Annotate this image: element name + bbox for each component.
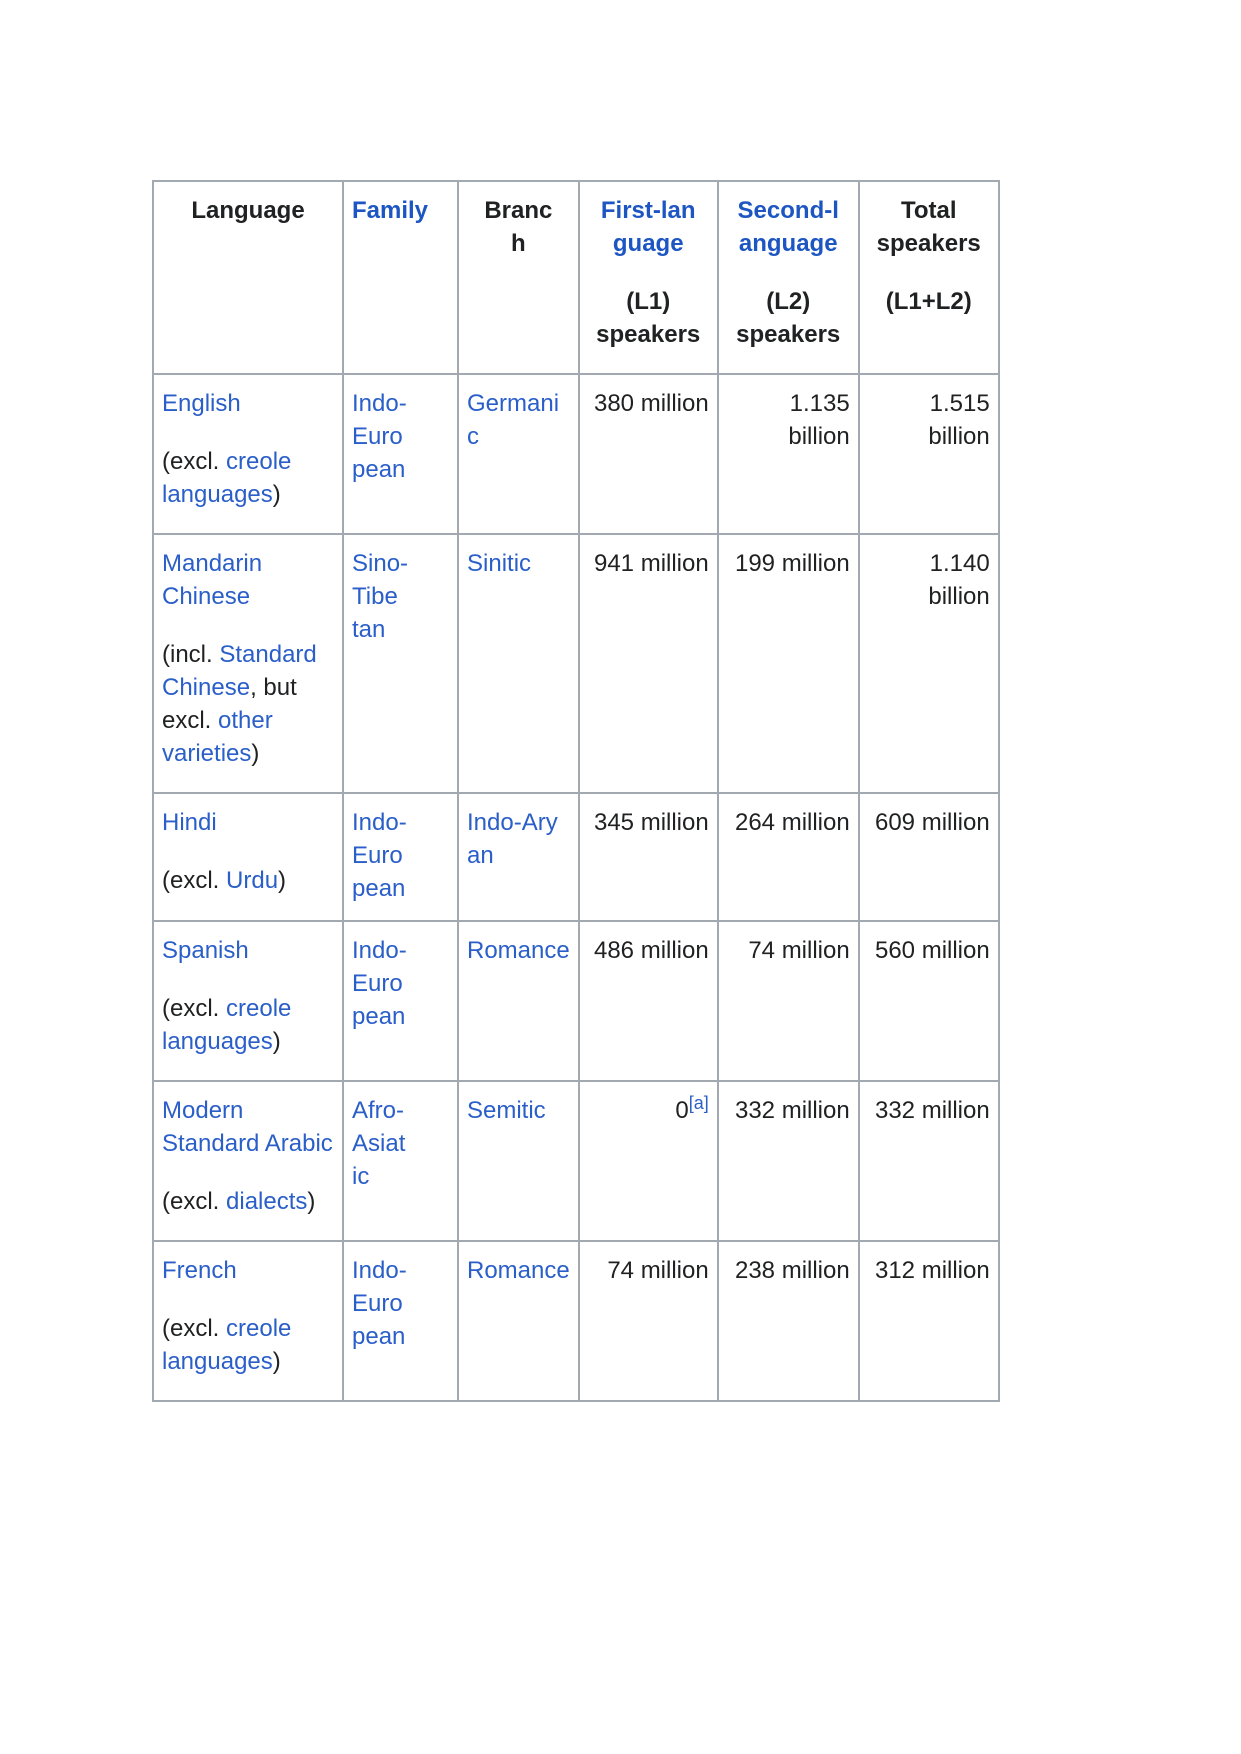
family-cell[interactable]: Sino-Tibe tan (343, 534, 458, 793)
family-cell[interactable]: Indo-Euro pean (343, 374, 458, 534)
note-link[interactable]: varieties (162, 740, 252, 767)
l2-cell: 1.135 billion (718, 374, 859, 534)
language-cell: Mandarin Chinese (incl. Standard Chinese, but excl. other varieties) (153, 534, 343, 793)
note-link[interactable]: languages (162, 1028, 273, 1055)
language-cell: Spanish (excl. creole languages) (153, 921, 343, 1081)
footnote-link[interactable]: [a] (688, 1093, 709, 1113)
language-link[interactable]: English (162, 390, 241, 417)
note-link[interactable]: creole (226, 448, 292, 475)
table-row (153, 1241, 999, 1401)
language-link[interactable]: Modern (162, 1097, 244, 1124)
total-cell: 609 million (859, 793, 999, 921)
language-cell: Modern Standard Arabic (excl. dialects) (153, 1081, 343, 1241)
total-cell: 332 million (859, 1081, 999, 1241)
header-first-language[interactable]: First-lan guage (L1) speakers (579, 181, 718, 374)
note-link[interactable]: creole (226, 1315, 292, 1342)
language-cell: Hindi (excl. Urdu) (153, 793, 343, 921)
family-cell[interactable]: Indo-Euro pean (343, 921, 458, 1081)
note-link[interactable]: languages (162, 481, 273, 508)
l1-cell: 74 million (579, 1241, 718, 1401)
family-cell[interactable]: Indo-Euro pean (343, 793, 458, 921)
l2-cell: 238 million (718, 1241, 859, 1401)
total-cell: 1.140 billion (859, 534, 999, 793)
total-cell: 1.515 billion (859, 374, 999, 534)
header-branch[interactable]: Branc h (458, 181, 579, 374)
header-total[interactable]: Total speakers (L1+L2) (859, 181, 999, 374)
l2-cell: 199 million (718, 534, 859, 793)
language-link[interactable]: French (162, 1257, 237, 1284)
language-link[interactable]: Mandarin (162, 550, 263, 577)
language-link[interactable]: Standard Arabic (162, 1130, 333, 1157)
language-link[interactable]: Hindi (162, 809, 217, 836)
note-link[interactable]: Standard (219, 641, 317, 668)
branch-cell[interactable]: Romance (458, 1241, 579, 1401)
note-link[interactable]: Chinese (162, 674, 251, 701)
table-row (153, 793, 999, 921)
note-link[interactable]: Urdu (226, 867, 279, 894)
table-row (153, 1081, 999, 1241)
branch-cell[interactable]: Romance (458, 921, 579, 1081)
header-second-language[interactable]: Second-l anguage (L2) speakers (718, 181, 859, 374)
l1-cell: 345 million (579, 793, 718, 921)
l1-cell: 486 million (579, 921, 718, 1081)
l1-cell: 380 million (579, 374, 718, 534)
branch-cell[interactable]: Semitic (458, 1081, 579, 1241)
table-row (153, 374, 999, 534)
branch-cell[interactable]: Sinitic (458, 534, 579, 793)
note-link[interactable]: dialects (226, 1188, 308, 1215)
l1-cell: 0[a] (579, 1081, 718, 1241)
l2-cell: 74 million (718, 921, 859, 1081)
language-cell: English (excl. creole languages) (153, 374, 343, 534)
table-row (153, 921, 999, 1081)
note-link[interactable]: creole (226, 995, 292, 1022)
language-cell: French (excl. creole languages) (153, 1241, 343, 1401)
header-language[interactable]: Language (153, 181, 343, 374)
total-cell: 312 million (859, 1241, 999, 1401)
language-link[interactable]: Chinese (162, 583, 251, 610)
family-cell[interactable]: Afro-Asiat ic (343, 1081, 458, 1241)
note-link[interactable]: languages (162, 1348, 273, 1375)
note-link[interactable]: other (218, 707, 273, 734)
branch-cell[interactable]: Germani c (458, 374, 579, 534)
languages-table (152, 180, 1000, 1402)
total-cell: 560 million (859, 921, 999, 1081)
l1-cell: 941 million (579, 534, 718, 793)
table-row (153, 534, 999, 793)
l2-cell: 332 million (718, 1081, 859, 1241)
family-cell[interactable]: Indo-Euro pean (343, 1241, 458, 1401)
header-family[interactable]: Family (343, 181, 458, 374)
l2-cell: 264 million (718, 793, 859, 921)
branch-cell[interactable]: Indo-Ary an (458, 793, 579, 921)
language-link[interactable]: Spanish (162, 937, 249, 964)
header-row (153, 181, 999, 374)
